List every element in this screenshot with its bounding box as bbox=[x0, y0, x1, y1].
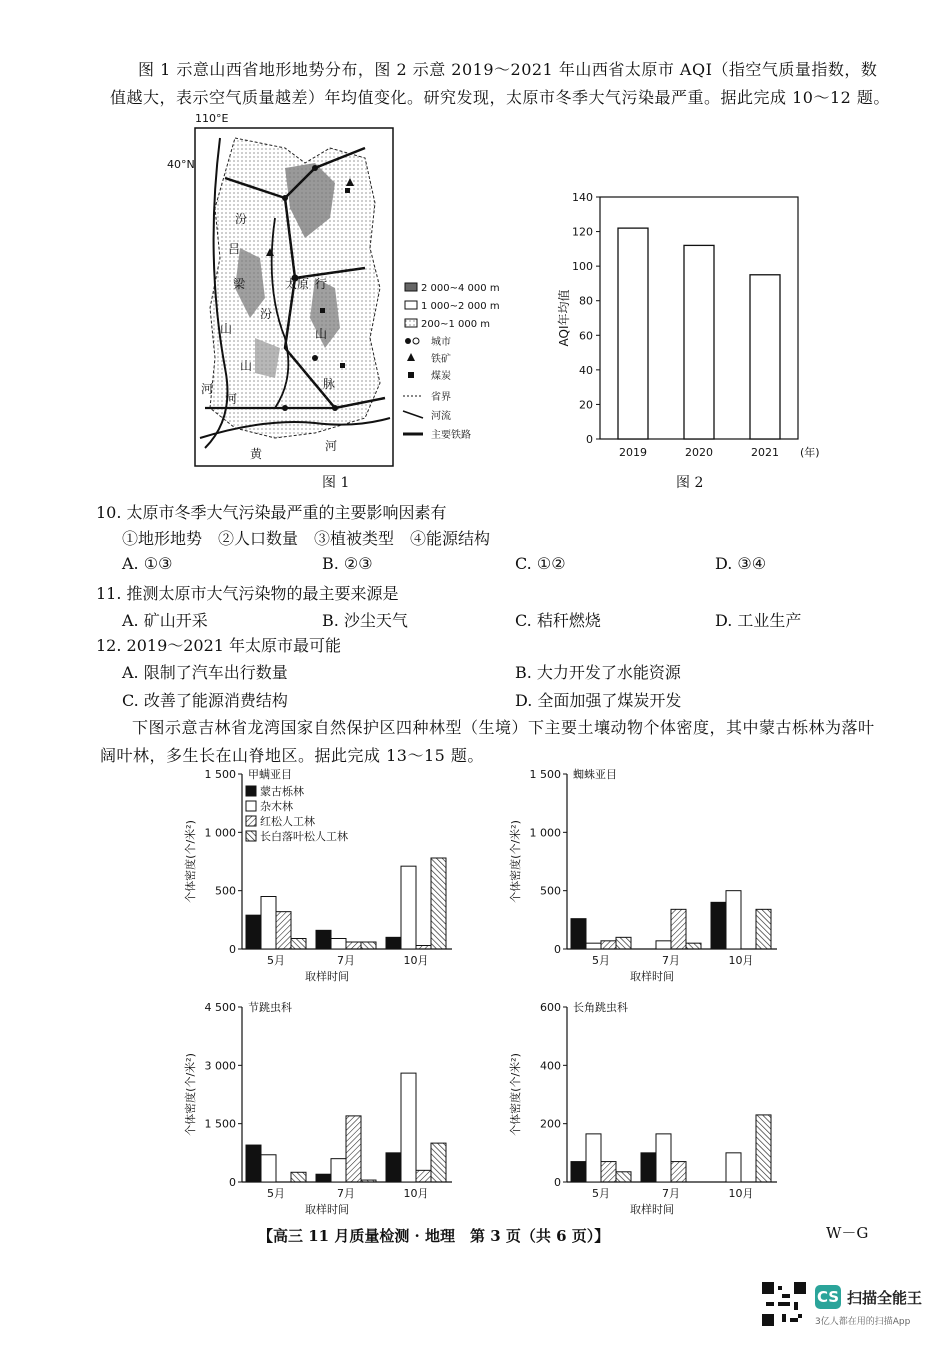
bar-杂木林-5月 bbox=[261, 1155, 276, 1182]
panel-title: 甲螨亚目 bbox=[248, 768, 292, 781]
question-10-items: ①地形地势 ②人口数量 ③植被类型 ④能源结构 bbox=[122, 529, 491, 548]
question-12-stem: 12. 2019～2021 年太原市最可能 bbox=[96, 636, 342, 655]
y-axis-label: 个体密度(个/米²) bbox=[184, 820, 197, 903]
map-label: 山 bbox=[220, 322, 233, 336]
terrain-map bbox=[165, 108, 505, 478]
x-tick-label: 2021 bbox=[751, 446, 779, 459]
bar-杂木林-5月 bbox=[586, 1134, 601, 1182]
y-tick-label: 500 bbox=[215, 884, 236, 898]
bar-2019 bbox=[618, 228, 648, 439]
bar-红松人工林-7月 bbox=[346, 942, 361, 949]
x-tick-label: 2019 bbox=[619, 446, 647, 459]
bar-红松人工林-5月 bbox=[601, 941, 616, 949]
x-axis-label: 取样时间 bbox=[305, 970, 349, 983]
y-tick-label: 1 500 bbox=[204, 1117, 236, 1131]
x-tick-label: 5月 bbox=[592, 1187, 610, 1200]
y-tick-label: 600 bbox=[540, 1001, 561, 1014]
aqi-bar-chart bbox=[550, 185, 840, 470]
map-label: 汾 bbox=[260, 307, 273, 321]
legend-label: 铁矿 bbox=[431, 354, 451, 365]
bar-蒙古栎林-5月 bbox=[246, 915, 261, 949]
bar-蒙古栎林-10月 bbox=[711, 902, 726, 949]
y-tick-label: 1 000 bbox=[204, 826, 236, 840]
y-tick-label: 1 500 bbox=[529, 768, 561, 781]
y-tick-label: 1 500 bbox=[204, 768, 236, 781]
x-tick-label: 7月 bbox=[337, 954, 355, 967]
map-label: 山 bbox=[315, 327, 328, 341]
bar-长白落叶松人工林-10月 bbox=[431, 858, 446, 949]
option[interactable]: B. 沙尘天气 bbox=[322, 611, 408, 630]
legend-label: 杂木林 bbox=[260, 800, 293, 813]
bar-蒙古栎林-10月 bbox=[386, 1153, 401, 1182]
y-axis-label: 个体密度(个/米²) bbox=[509, 820, 522, 903]
soil-chart-2 bbox=[495, 762, 795, 996]
map-label: 河 bbox=[325, 439, 338, 453]
option[interactable]: D. 工业生产 bbox=[715, 611, 802, 630]
panel-title: 长角跳虫科 bbox=[573, 1001, 628, 1014]
bar-蒙古栎林-7月 bbox=[641, 1153, 656, 1182]
y-tick-label: 1 000 bbox=[529, 826, 561, 840]
figure2-caption: 图 2 bbox=[676, 475, 704, 491]
y-tick-label: 500 bbox=[540, 884, 561, 898]
y-tick-label: 0 bbox=[554, 1176, 561, 1189]
y-axis-label: AQI年均值 bbox=[557, 289, 571, 347]
legend-label: 城市 bbox=[431, 337, 451, 348]
legend-label: 河流 bbox=[431, 411, 451, 422]
bar-2021 bbox=[750, 275, 780, 439]
scanner-logo: CS bbox=[815, 1285, 841, 1309]
bar-红松人工林-10月 bbox=[416, 946, 431, 950]
y-tick-label: 3 000 bbox=[204, 1059, 236, 1073]
y-tick-label: 0 bbox=[229, 1176, 236, 1189]
legend-label: 200~1 000 m bbox=[421, 319, 491, 330]
x-tick-label: 10月 bbox=[403, 1187, 429, 1200]
legend-label: 蒙古栎林 bbox=[260, 785, 304, 798]
option[interactable]: C. 秸秆燃烧 bbox=[515, 611, 601, 630]
map-label: 太原 bbox=[285, 277, 310, 291]
bar-杂木林-10月 bbox=[726, 891, 741, 949]
bar-长白落叶松人工林-5月 bbox=[291, 939, 306, 950]
x-axis-label: 取样时间 bbox=[305, 1203, 349, 1216]
option[interactable]: A. 限制了汽车出行数量 bbox=[122, 663, 288, 682]
x-axis-unit: (年) bbox=[800, 446, 820, 459]
intro-paragraph-2: 下图示意吉林省龙湾国家自然保护区四种林型（生境）下主要土壤动物个体密度，其中蒙古栎林为落叶阔叶林，多生长在山脊地区。据此完成 13～15 题。 bbox=[100, 718, 875, 765]
x-tick-label: 2020 bbox=[685, 446, 713, 459]
y-axis-label: 个体密度(个/米²) bbox=[184, 1053, 197, 1136]
legend-label: 长白落叶松人工林 bbox=[260, 830, 348, 843]
map-label: 河 bbox=[225, 392, 238, 406]
y-tick-label: 140 bbox=[572, 191, 593, 204]
y-tick-label: 400 bbox=[540, 1059, 561, 1073]
y-tick-label: 100 bbox=[572, 260, 593, 274]
bar-红松人工林-7月 bbox=[671, 1162, 686, 1182]
legend-swatch bbox=[246, 831, 256, 841]
bar-长白落叶松人工林-7月 bbox=[686, 943, 701, 949]
x-tick-label: 7月 bbox=[337, 1187, 355, 1200]
bar-长白落叶松人工林-5月 bbox=[291, 1172, 306, 1182]
x-tick-label: 5月 bbox=[592, 954, 610, 967]
bar-红松人工林-7月 bbox=[671, 909, 686, 949]
bar-杂木林-7月 bbox=[331, 1159, 346, 1182]
bar-蒙古栎林-10月 bbox=[386, 937, 401, 949]
qr-code bbox=[762, 1282, 806, 1326]
y-tick-label: 0 bbox=[554, 943, 561, 956]
exam-code: W－G bbox=[826, 1224, 869, 1242]
legend-label: 1 000~2 000 m bbox=[421, 301, 500, 312]
legend-label: 煤炭 bbox=[431, 371, 451, 382]
question-10-stem: 10. 太原市冬季大气污染最严重的主要影响因素有 bbox=[96, 503, 447, 522]
scanner-name: 扫描全能王 bbox=[847, 1288, 923, 1307]
legend-swatch bbox=[246, 816, 256, 826]
map-label: 行 bbox=[315, 277, 328, 291]
soil-chart-3 bbox=[170, 995, 470, 1229]
bar-红松人工林-10月 bbox=[416, 1170, 431, 1182]
x-axis-label: 取样时间 bbox=[630, 1203, 674, 1216]
figure1-caption: 图 1 bbox=[322, 475, 350, 491]
legend-label: 2 000~4 000 m bbox=[421, 283, 500, 294]
question-11-stem: 11. 推测太原市大气污染物的最主要来源是 bbox=[96, 584, 399, 603]
bar-红松人工林-7月 bbox=[346, 1116, 361, 1182]
bar-杂木林-10月 bbox=[726, 1153, 741, 1182]
x-axis-label: 取样时间 bbox=[630, 970, 674, 983]
map-label: 脉 bbox=[323, 377, 336, 391]
legend-swatch bbox=[246, 786, 256, 796]
bar-红松人工林-5月 bbox=[601, 1162, 616, 1182]
bar-杂木林-7月 bbox=[656, 1134, 671, 1182]
map-label: 河 bbox=[201, 382, 214, 396]
bar-杂木林-5月 bbox=[586, 943, 601, 949]
y-tick-label: 200 bbox=[540, 1117, 561, 1131]
y-tick-label: 0 bbox=[586, 433, 593, 446]
bar-杂木林-7月 bbox=[331, 939, 346, 950]
bar-杂木林-7月 bbox=[656, 941, 671, 949]
bar-红松人工林-5月 bbox=[276, 912, 291, 949]
x-tick-label: 10月 bbox=[728, 1187, 754, 1200]
soil-chart-4 bbox=[495, 995, 795, 1229]
option[interactable]: B. ②③ bbox=[322, 554, 373, 573]
map-label: 梁 bbox=[233, 277, 246, 291]
y-tick-label: 60 bbox=[579, 329, 593, 343]
x-tick-label: 7月 bbox=[662, 1187, 680, 1200]
scanner-tagline: 3亿人都在用的扫描App bbox=[815, 1317, 911, 1327]
x-tick-label: 5月 bbox=[267, 954, 285, 967]
option[interactable]: C. ①② bbox=[515, 554, 566, 573]
bar-长白落叶松人工林-10月 bbox=[756, 1115, 771, 1182]
map-lon-label: 110°E bbox=[195, 112, 229, 125]
panel-title: 蜘蛛亚目 bbox=[573, 768, 617, 781]
scanner-brand bbox=[815, 1285, 922, 1309]
bar-长白落叶松人工林-5月 bbox=[616, 937, 631, 949]
y-tick-label: 20 bbox=[579, 398, 593, 412]
y-tick-label: 4 500 bbox=[204, 1001, 236, 1014]
x-tick-label: 10月 bbox=[403, 954, 429, 967]
intro-paragraph-1: 图 1 示意山西省地形地势分布，图 2 示意 2019～2021 年山西省太原市 AQI（指空气质量指数，数值越大，表示空气质量越差）年均值变化。研究发现，太原市冬季大气污染最严重。据此完成 10～12 题。 bbox=[110, 60, 890, 107]
bar-蒙古栎林-7月 bbox=[316, 1174, 331, 1182]
y-tick-label: 0 bbox=[229, 943, 236, 956]
soil-chart-1 bbox=[170, 762, 470, 996]
y-tick-label: 40 bbox=[579, 363, 593, 377]
option[interactable]: B. 大力开发了水能资源 bbox=[515, 663, 681, 682]
x-tick-label: 10月 bbox=[728, 954, 754, 967]
map-label: 汾 bbox=[235, 212, 248, 226]
y-tick-label: 80 bbox=[579, 294, 593, 308]
bar-杂木林-10月 bbox=[401, 1073, 416, 1182]
bar-蒙古栎林-5月 bbox=[571, 1162, 586, 1182]
y-axis-label: 个体密度(个/米²) bbox=[509, 1053, 522, 1136]
legend-label: 红松人工林 bbox=[260, 815, 315, 828]
page-footer: 【高三 11 月质量检测 · 地理 第 3 页（共 6 页）】 bbox=[258, 1227, 610, 1245]
bar-长白落叶松人工林-10月 bbox=[756, 909, 771, 949]
bar-长白落叶松人工林-10月 bbox=[431, 1143, 446, 1182]
map-label: 黄 bbox=[250, 447, 263, 461]
x-tick-label: 7月 bbox=[662, 954, 680, 967]
option[interactable]: A. ①③ bbox=[122, 554, 173, 573]
option[interactable]: D. 全面加强了煤炭开发 bbox=[515, 691, 682, 710]
map-label: 吕 bbox=[228, 242, 241, 256]
y-tick-label: 120 bbox=[572, 225, 593, 239]
bar-长白落叶松人工林-7月 bbox=[361, 942, 376, 949]
panel-title: 节跳虫科 bbox=[248, 1001, 292, 1014]
bar-杂木林-10月 bbox=[401, 866, 416, 949]
bar-2020 bbox=[684, 245, 714, 439]
bar-蒙古栎林-5月 bbox=[246, 1145, 261, 1182]
option[interactable]: C. 改善了能源消费结构 bbox=[122, 691, 288, 710]
bar-长白落叶松人工林-7月 bbox=[361, 1180, 376, 1182]
option[interactable]: A. 矿山开采 bbox=[122, 611, 208, 630]
map-lat-label: 40°N bbox=[167, 158, 195, 171]
legend-swatch bbox=[246, 801, 256, 811]
bar-杂木林-5月 bbox=[261, 897, 276, 950]
map-label: 山 bbox=[240, 359, 253, 373]
bar-长白落叶松人工林-5月 bbox=[616, 1172, 631, 1182]
legend-label: 主要铁路 bbox=[431, 430, 471, 441]
x-tick-label: 5月 bbox=[267, 1187, 285, 1200]
legend-label: 省界 bbox=[431, 392, 451, 403]
option[interactable]: D. ③④ bbox=[715, 554, 767, 573]
bar-蒙古栎林-5月 bbox=[571, 919, 586, 949]
bar-蒙古栎林-7月 bbox=[316, 930, 331, 949]
